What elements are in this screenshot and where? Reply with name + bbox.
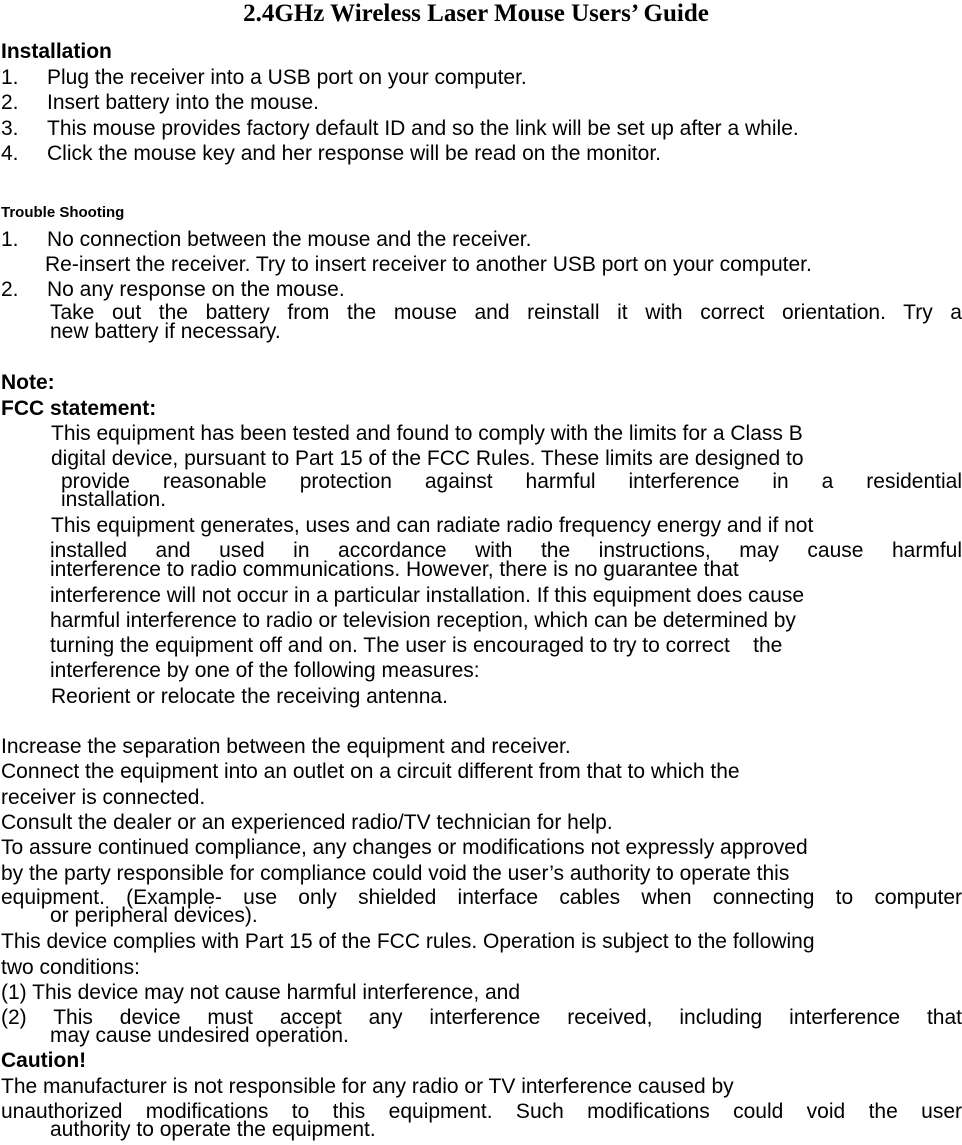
- fcc-line: This equipment has been tested and found to comply with the limits for a Class B: [51, 422, 803, 445]
- measure-line: (1) This device may not cause harmful interference, and: [1, 981, 521, 1004]
- install-step-num: 3.: [1, 117, 19, 140]
- trouble-problem: No any response on the mouse.: [47, 278, 345, 301]
- trouble-solution: new battery if necessary.: [50, 320, 281, 343]
- troubleshooting-heading: Trouble Shooting: [1, 204, 125, 221]
- measure-line: Connect the equipment into an outlet on a circuit different from that to which the: [1, 760, 740, 783]
- measure-line: two conditions:: [1, 956, 140, 979]
- install-step-text: Click the mouse key and her response will be read on the monitor.: [47, 142, 661, 165]
- installation-heading: Installation: [1, 40, 112, 63]
- measure-line: may cause undesired operation.: [50, 1024, 349, 1047]
- measure-line: (2) This device must accept any interference received, including interference that: [1, 1006, 962, 1029]
- fcc-line: interference will not occur in a particular installation. If this equipment does cause: [50, 584, 805, 607]
- measure-line: To assure continued compliance, any changes or modifications not expressly approved: [1, 836, 808, 859]
- measure-line: or peripheral devices).: [50, 904, 258, 927]
- caution-line: The manufacturer is not responsible for any radio or TV interference caused by: [1, 1075, 734, 1098]
- fcc-line: interference by one of the following measures:: [50, 659, 480, 682]
- install-step-num: 2.: [1, 91, 19, 114]
- document-title: 2.4GHz Wireless Laser Mouse Users’ Guide: [243, 0, 709, 27]
- fcc-line: This equipment generates, uses and can radiate radio frequency energy and if not: [51, 514, 814, 537]
- install-step-text: Insert battery into the mouse.: [47, 91, 319, 114]
- install-step-num: 1.: [1, 66, 19, 89]
- trouble-num: 2.: [1, 278, 19, 301]
- fcc-line: digital device, pursuant to Part 15 of the FCC Rules. These limits are designed to: [51, 447, 804, 470]
- fcc-line: provide reasonable protection against harmful interference in a residential: [61, 470, 962, 493]
- fcc-line: installation.: [61, 488, 167, 511]
- fcc-line: turning the equipment off and on. The user is encouraged to try to correct the: [50, 634, 783, 657]
- caution-heading: Caution!: [1, 1049, 87, 1072]
- install-step-text: This mouse provides factory default ID and so the link will be set up after a while.: [47, 117, 799, 140]
- fcc-line: interference to radio communications. However, there is no guarantee that: [50, 558, 739, 581]
- install-step-num: 4.: [1, 142, 19, 165]
- measure-line: Increase the separation between the equipment and receiver.: [1, 735, 571, 758]
- note-heading: Note:: [1, 371, 55, 394]
- trouble-solution: Re-insert the receiver. Try to insert receiver to another USB port on your computer.: [45, 253, 812, 276]
- fcc-line: harmful interference to radio or television reception, which can be determined by: [50, 609, 796, 632]
- measure-line: receiver is connected.: [1, 786, 206, 809]
- caution-line: unauthorized modifications to this equipment. Such modifications could void the user: [1, 1100, 962, 1123]
- trouble-problem: No connection between the mouse and the receiver.: [47, 228, 532, 251]
- measure-line: by the party responsible for compliance could void the user’s authority to operate this: [1, 862, 790, 885]
- caution-line: authority to operate the equipment.: [50, 1118, 376, 1141]
- fcc-line: installed and used in accordance with the instructions, may cause harmful: [50, 539, 962, 562]
- trouble-num: 1.: [1, 228, 19, 251]
- trouble-solution: Take out the battery from the mouse and reinstall it with correct orientation. Try a: [50, 301, 962, 324]
- measure-line: Consult the dealer or an experienced radio/TV technician for help.: [1, 811, 613, 834]
- measure-line: This device complies with Part 15 of the FCC rules. Operation is subject to the following: [1, 930, 815, 953]
- measure-line: equipment. (Example- use only shielded interface cables when connecting to computer: [1, 886, 962, 909]
- fcc-heading: FCC statement:: [1, 397, 157, 420]
- fcc-line: Reorient or relocate the receiving antenna.: [51, 685, 448, 708]
- install-step-text: Plug the receiver into a USB port on your computer.: [47, 66, 527, 89]
